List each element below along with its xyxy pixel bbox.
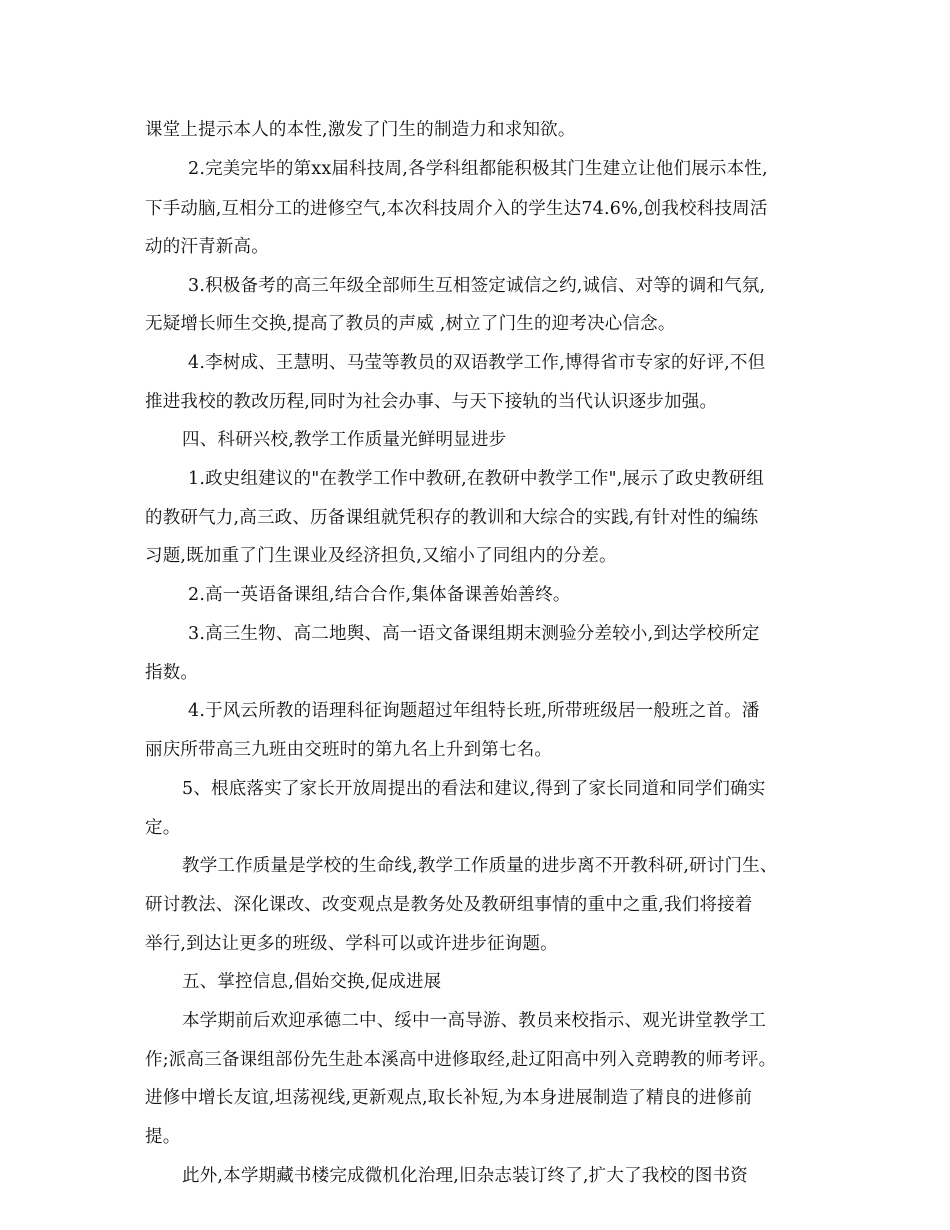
text-line: 习题,既加重了门生课业及经济担负,又缩小了同组内的分差。 [145, 546, 617, 566]
text-line: 推进我校的教改历程,同时为社会办事、与天下接轨的当代认识逐步加强。 [145, 392, 718, 412]
text-line: 1.政史组建议的"在教学工作中教研,在教研中教学工作",展示了政史教研组 [188, 469, 765, 489]
text-line: 作;派高三备课组部份先生赴本溪高中进修取经,赴辽阳高中列入竞聘教的师考评。 [145, 1050, 777, 1070]
text-line: 的教研气力,高三政、历备课组就凭积存的教训和大综合的实践,有针对性的编练 [145, 508, 759, 528]
text-line: 无疑增长师生交换,提高了教员的声威 ,树立了门生的迎考决心信念。 [145, 314, 676, 334]
text-line: 4.于风云所教的语理科征询题超过年组特长班,所带班级居一般班之首。潘 [188, 701, 760, 721]
section-heading: 四、科研兴校,教学工作质量光鲜明显进步 [182, 430, 507, 450]
text-line: 2.完美完毕的第xx届科技周,各学科组都能积极其门生建立让他们展示本性, [188, 159, 768, 179]
text-line: 3.高三生物、高二地舆、高一语文备课组期末测验分差较小,到达学校所定 [188, 624, 760, 644]
text-line: 研讨教法、深化课改、改变观点是教务处及教研组事情的重中之重,我们将接着 [145, 895, 753, 915]
text-line: 教学工作质量是学校的生命线,教学工作质量的进步离不开教科研,研讨门生、 [182, 856, 778, 876]
text-line: 举行,到达让更多的班级、学科可以或许进步征询题。 [145, 934, 558, 954]
text-line: 5、根底落实了家长开放周提出的看法和建议,得到了家长同道和同学们确实 [182, 779, 766, 799]
text-line: 进修中增长友谊,坦荡视线,更新观点,取长补短,为本身进展制造了精良的进修前 [145, 1088, 753, 1108]
text-line: 指数。 [145, 663, 199, 683]
text-line: 定。 [145, 818, 181, 838]
text-line: 此外,本学期藏书楼完成微机化治理,旧杂志装订终了,扩大了我校的图书资 [182, 1166, 748, 1186]
text-line: 提。 [145, 1127, 181, 1147]
text-line: 课堂上提示本人的本性,激发了门生的制造力和求知欲。 [145, 120, 576, 140]
text-line: 本学期前后欢迎承德二中、绥中一高导游、教员来校指示、观光讲堂教学工 [182, 1011, 767, 1031]
text-line: 动的汗青新高。 [145, 237, 269, 257]
text-line: 3.积极备考的高三年级全部师生互相签定诚信之约,诚信、对等的调和气氛, [188, 276, 766, 296]
section-heading: 五、掌控信息,倡始交换,促成进展 [182, 972, 442, 992]
text-line: 丽庆所带高三九班由交班时的第九名上升到第七名。 [145, 740, 553, 760]
text-line: 4.李树成、王慧明、马莹等教员的双语教学工作,博得省市专家的好评,不但 [188, 353, 766, 373]
text-line: 下手动脑,互相分工的进修空气,本次科技周介入的学生达74.6%,创我校科技周活 [145, 199, 768, 219]
text-line: 2.高一英语备课组,结合合作,集体备课善始善终。 [188, 585, 571, 605]
